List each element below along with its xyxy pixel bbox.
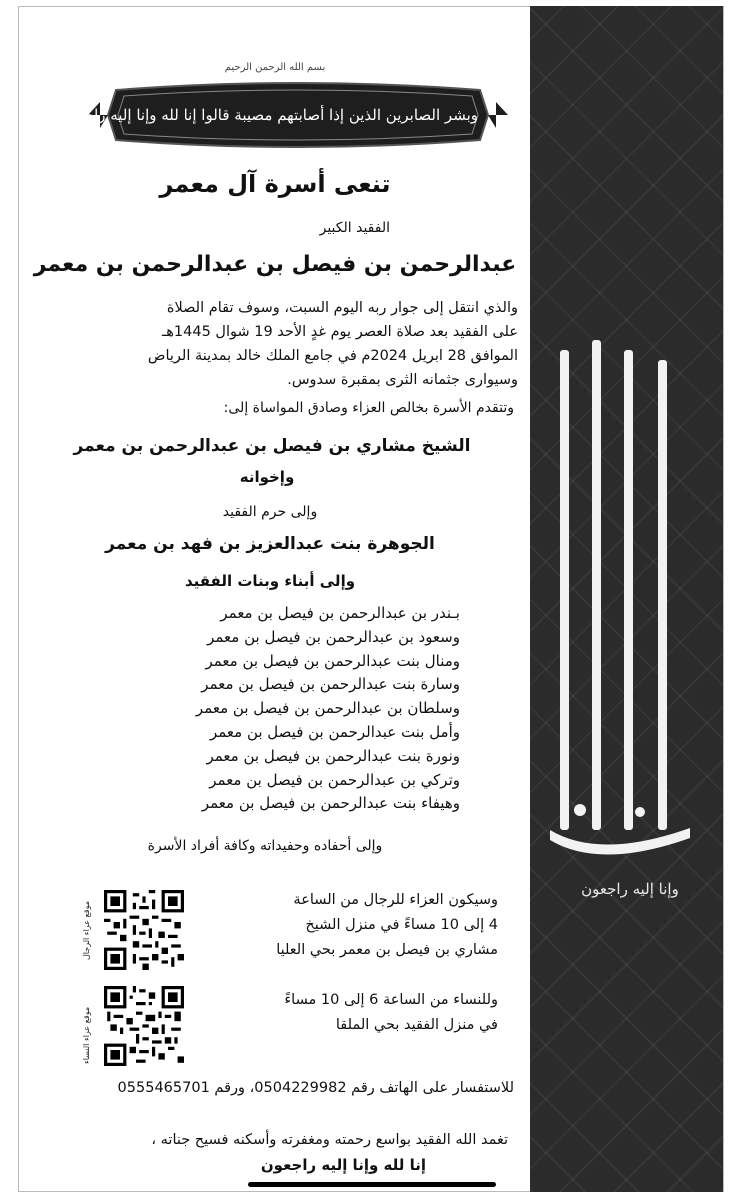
wife-name: الجوهرة بنت عبدالعزيز بن فهد بن معمر <box>105 534 435 554</box>
women-info-line: وللنساء من الساعة 6 إلى 10 مساءً <box>284 992 498 1008</box>
condolence-intro: وتتقدم الأسرة بخالص العزاء وصادق المواساة إلى: <box>223 400 514 416</box>
announcement-line: على الفقيد بعد صلاة العصر يوم غدٍ الأحد 19 شوال 1445هـ <box>161 324 518 340</box>
brothers-line: وإخوانه <box>239 468 295 486</box>
men-location-qr-code[interactable] <box>104 890 184 970</box>
closing-phrase: إنا لله وإنا إليه راجعون <box>260 1156 426 1174</box>
child-name: بـندر بن عبدالرحمن بن فيصل بن معمر <box>220 604 460 622</box>
home-indicator[interactable] <box>248 1182 496 1187</box>
child-name: ونورة بنت عبدالرحمن بن فيصل بن معمر <box>206 746 460 765</box>
deceased-subtitle: الفقيد الكبير <box>319 220 390 236</box>
women-qr-label: موقع عزاء النساء <box>82 1006 91 1064</box>
child-name: وهيفاء بنت عبدالرحمن بن فيصل بن معمر <box>201 794 460 813</box>
men-info-line: مشاري بن فيصل بن معمر بحي العليا <box>276 942 498 958</box>
men-info-line: وسيكون العزاء للرجال من الساعة <box>293 892 498 908</box>
to-wife-line: وإلى حرم الفقيد <box>222 504 318 520</box>
child-name: وسعود بن عبدالرحمن بن فيصل بن معمر <box>207 627 460 646</box>
child-name: وسارة بنت عبدالرحمن بن فيصل بن معمر <box>201 675 460 694</box>
family-line: وإلى أحفاده وحفيداته وكافة أفراد الأسرة <box>147 838 383 854</box>
announcement-line: وسيوارى جثمانه الثرى بمقبرة سدوس. <box>287 372 518 388</box>
children-list <box>40 602 460 816</box>
child-name: وسلطان بن عبدالرحمن بن فيصل بن معمر <box>195 699 460 718</box>
women-reception-info <box>200 988 498 1038</box>
calligraphy-subtext: وإنا إليه راجعون <box>581 880 679 898</box>
announcement-line: والذي انتقل إلى جوار ربه اليوم السبت، وسوف تقام الصلاة <box>166 300 518 316</box>
women-location-qr-code[interactable] <box>104 986 184 1066</box>
basmala: بسم الله الرحمن الرحيم <box>224 62 326 73</box>
verse-text: وبشر الصابرين الذين إذا أصابتهم مصيبة قالوا إنا لله وإنا إليه راجعون <box>58 106 478 124</box>
sheikh-name: الشيخ مشاري بن فيصل بن عبدالرحمن بن معمر <box>73 436 471 456</box>
child-name: وأمل بنت عبدالرحمن بن فيصل بن معمر <box>209 722 460 741</box>
child-name: ومنال بنت عبدالرحمن بن فيصل بن معمر <box>205 651 460 670</box>
men-info-line: 4 إلى 10 مساءً في منزل الشيخ <box>305 917 498 933</box>
announcement-title: تنعى أسرة آل معمر <box>159 170 391 198</box>
prayer-line: تغمد الله الفقيد بواسع رحمته ومغفرته وأسكنه فسيح جناته ، <box>151 1132 508 1148</box>
announcement-paragraph <box>36 296 518 392</box>
calligraphy-art <box>540 340 710 900</box>
women-info-line: في منزل الفقيد بحي الملقا <box>335 1017 498 1033</box>
children-title: وإلى أبناء وبنات الفقيد <box>184 572 356 590</box>
announcement-line: الموافق 28 ابريل 2024م في جامع الملك خالد بمدينة الرياض <box>147 348 518 364</box>
deceased-name: عبدالرحمن بن فيصل بن عبدالرحمن بن معمر <box>33 252 517 277</box>
phone-inquiry: للاستفسار على الهاتف رقم 0504229982، ورقم 0555465701 <box>117 1080 514 1096</box>
child-name: وتركي بن عبدالرحمن بن فيصل بن معمر <box>209 770 460 789</box>
men-qr-label: موقع عزاء الرجال <box>82 900 91 960</box>
men-reception-info <box>200 888 498 963</box>
